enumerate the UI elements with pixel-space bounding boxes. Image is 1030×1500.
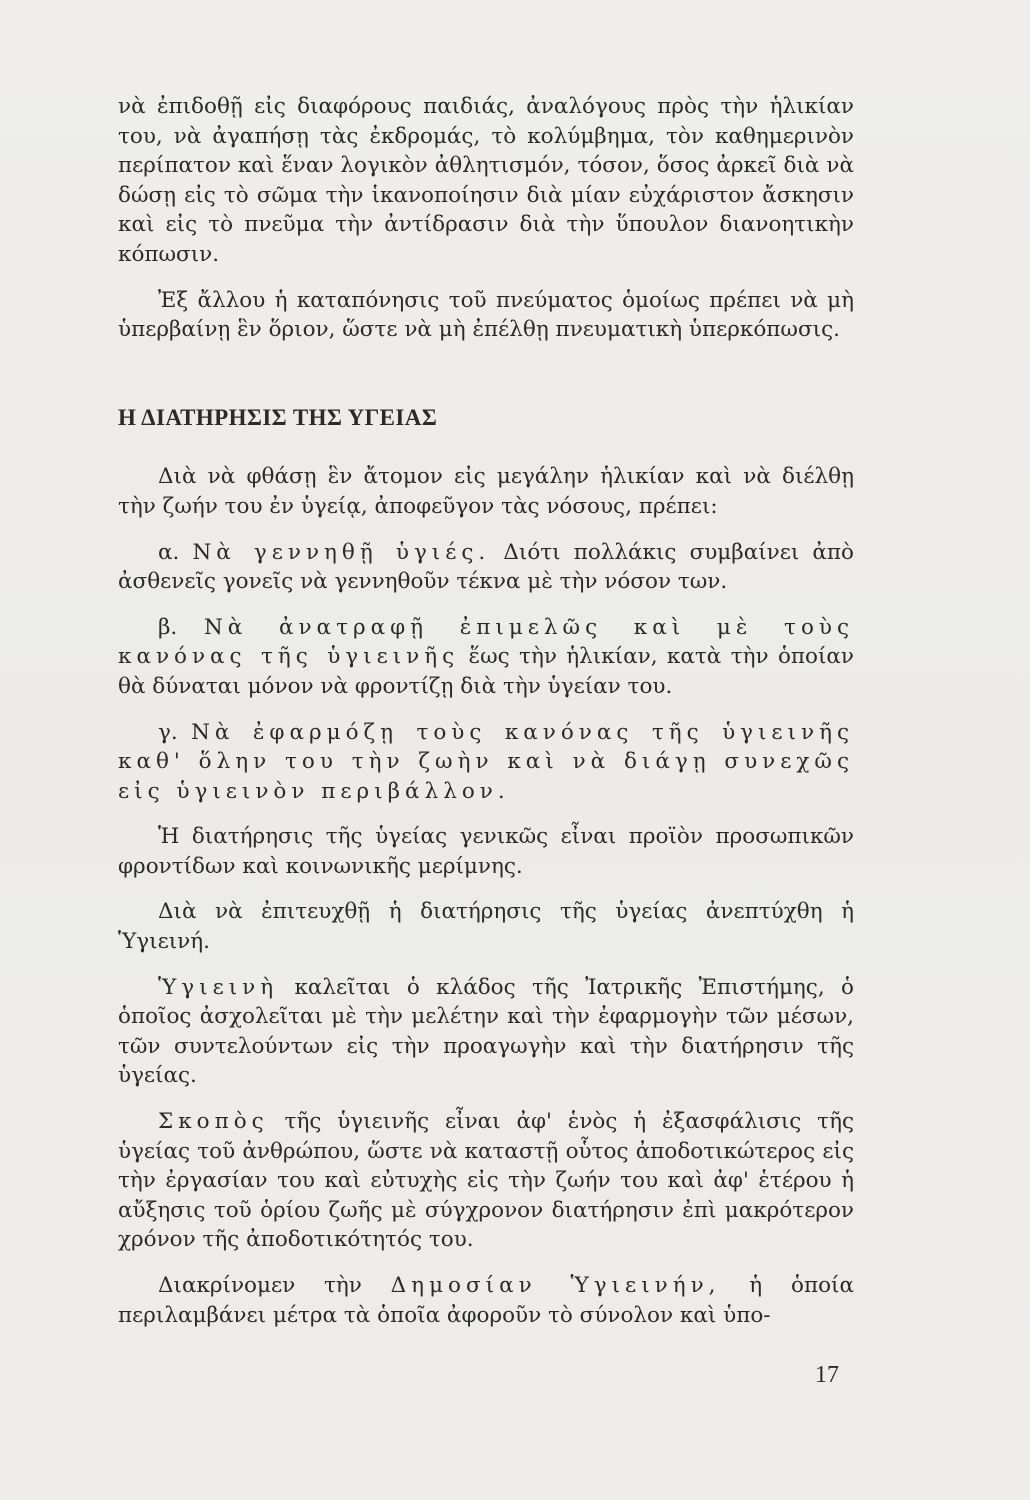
public-hygiene-pre: Διακρίνομεν τὴν <box>158 1273 391 1298</box>
term-public-hygiene: Δημοσίαν Ὑγιεινήν, <box>390 1273 721 1298</box>
paragraph-intro: νὰ ἐπιδοθῇ εἰς διαφόρους παιδιάς, ἀναλόγους πρὸς τὴν ἡλικίαν του, νὰ ἀγαπήσῃ τὰς ἐκδρομάς, τὸ κολύμβημα, τὸν καθημερινὸν περίπατον καὶ ἕναν λογικὸν ἀθλητισμόν, τόσον, ὅσος ἀρκεῖ διὰ νὰ δώσῃ εἰς τὸ σῶμα τὴν ἱκανοποίησιν διὰ μίαν εὐχάριστον ἄσκησιν καὶ εἰς τὸ πνεῦμα τὴν ἀντίδρασιν διὰ τὴν ὕπουλον διανοητικὴν κόπωσιν. <box>118 94 854 267</box>
hygiene-definition-text: καλεῖται ὁ κλάδος τῆς Ἰατρικῆς Ἐπιστήμης, ὁ ὁποῖος ἀσχολεῖται μὲ τὴν μελέτην καὶ τὴν ἐφαρμογὴν τῶν μέσων, τῶν συντελούντων εἰς τὴν προαγωγὴν καὶ τὴν διατήρησιν τῆς ὑγείας. <box>118 974 854 1089</box>
section-heading: Η ΔΙΑΤΗΡΗΣΙΣ ΤΗΣ ΥΓΕΙΑΣ <box>118 404 438 430</box>
list-item-a-emphasis: Νὰ γεννηθῇ ὑγιές. <box>192 539 491 565</box>
term-purpose: Σκοπὸς <box>158 1109 269 1135</box>
list-item-b <box>118 613 854 702</box>
list-item-a-text: Διότι πολλάκις συμβαίνει ἀπὸ ἀσθενεῖς γονεῖς νὰ γεννηθοῦν τέκνα μὲ τὴν νόσον των. <box>118 539 855 595</box>
term-hygiene: Ὑγιεινὴ <box>158 974 279 1000</box>
paragraph-requirements: Διὰ νὰ φθάσῃ ἓν ἄτομον εἰς μεγάλην ἡλικίαν καὶ νὰ διέλθῃ τὴν ζωήν του ἐν ὑγείᾳ, ἀποφεῦγον τὰς νόσους, πρέπει: <box>118 464 854 519</box>
list-item-c <box>118 718 854 807</box>
list-item-b-text: ἕως τὴν ἡλικίαν, κατὰ τὴν ὁποίαν θὰ δύναται μόνον νὰ φροντίζῃ διὰ τὴν ὑγείαν του. <box>118 644 854 699</box>
paragraph-public-hygiene <box>118 1271 854 1330</box>
paragraph-health-maintenance: Ἡ διατήρησις τῆς ὑγείας γενικῶς εἶναι προϊὸν προσωπικῶν φροντίδων καὶ κοινωνικῆς μερίμνης. <box>118 824 854 879</box>
list-item-b-emphasis: Νὰ ἀνατραφῇ ἐπιμελῶς καὶ μὲ τοὺς κανόνας τῆς ὑγιεινῆς <box>118 614 854 670</box>
list-label-c: γ. <box>158 719 178 745</box>
list-item-c-emphasis: Νὰ ἐφαρμόζῃ τοὺς κανόνας τῆς ὑγιεινῆς καθ' ὅλην του τὴν ζωὴν καὶ νὰ διάγῃ συνεχῶς εἰς ὑγιεινὸν περιβάλλον. <box>118 719 854 804</box>
paragraph-hygiene-definition <box>118 973 854 1091</box>
list-label-a: α. <box>158 539 180 565</box>
paragraph-hygiene-developed: Διὰ νὰ ἐπιτευχθῇ ἡ διατήρησις τῆς ὑγείας ἀνεπτύχθη ἡ Ὑγιεινή. <box>118 899 854 955</box>
purpose-text: τῆς ὑγιεινῆς εἶναι ἀφ' ἑνὸς ἡ ἐξασφάλισις τῆς ὑγείας τοῦ ἀνθρώπου, ὥστε νὰ καταστῇ οὗτος ἀποδοτικώτερος εἰς τὴν ἐργασίαν του καὶ εὐτυχὴς εἰς τὴν ζωήν του καὶ ἀφ' ἑτέρου ἡ αὔξησις τοῦ ὁρίου ζωῆς μὲ σύγχρονον διατήρησιν ἐπὶ μακρότερον χρόνον τῆς ἀποδοτικότητός του. <box>118 1109 854 1253</box>
list-item-a <box>118 538 854 597</box>
paragraph-mental-fatigue: Ἐξ ἄλλου ἡ καταπόνησις τοῦ πνεύματος ὁμοίως πρέπει νὰ μὴ ὑπερβαίνῃ ἓν ὅριον, ὥστε νὰ μὴ ἐπέλθῃ πνευματικὴ ὑπερκόπωσις. <box>118 287 854 343</box>
public-hygiene-text: ἡ ὁποία περιλαμβάνει μέτρα τὰ ὁποῖα ἀφοροῦν τὸ σύνολον καὶ ὑπο- <box>118 1273 854 1328</box>
text-column <box>118 92 854 1346</box>
paragraph-hygiene-purpose <box>118 1107 854 1255</box>
list-label-b: β. <box>158 614 178 640</box>
page-number: 17 <box>815 1362 839 1388</box>
